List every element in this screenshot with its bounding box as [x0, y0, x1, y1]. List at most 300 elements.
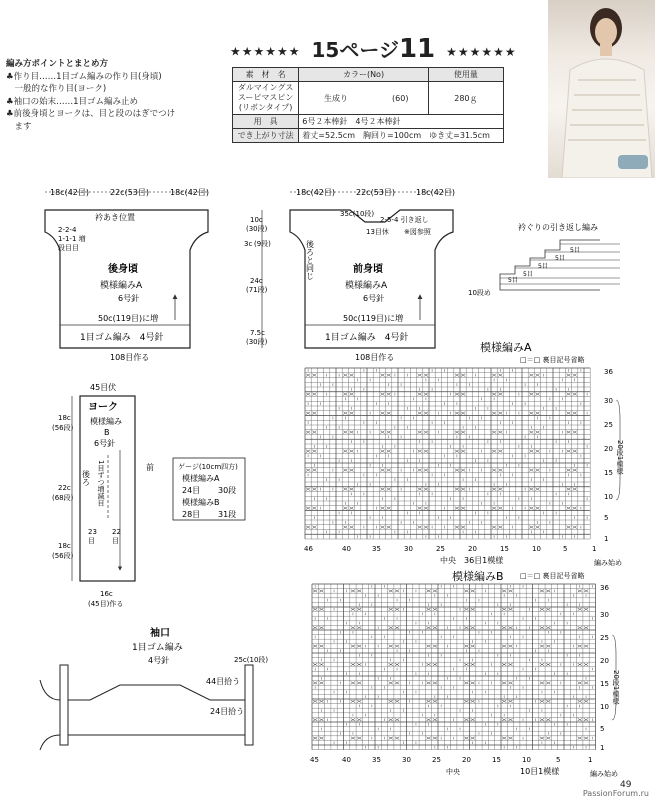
- stitch-symbol: [573, 469, 577, 472]
- stitch-symbol: [312, 412, 316, 415]
- stitch-symbol: [387, 469, 391, 472]
- stitch-symbol: [492, 507, 496, 510]
- stitch-symbol: [351, 590, 355, 593]
- stitch-symbol: [464, 700, 468, 703]
- stitch-symbol: [498, 393, 502, 396]
- stitch-symbol: [573, 526, 577, 529]
- stitch-symbol: [578, 608, 582, 611]
- tick-label: 25: [604, 421, 613, 429]
- stitch-symbol: [455, 374, 459, 377]
- stitch-symbol: [566, 374, 570, 377]
- pattern-label: B: [104, 428, 110, 437]
- stitch-symbol: [566, 450, 570, 453]
- stitch-symbol: [461, 393, 465, 396]
- piece-name: ヨーク: [88, 402, 118, 413]
- stitch-symbol: [306, 450, 310, 453]
- sleeve-cuff: [40, 626, 268, 750]
- stitch-symbol: [395, 663, 399, 666]
- stitch-symbol: [313, 590, 317, 593]
- stitch-symbol: [471, 700, 475, 703]
- stitch-symbol: [351, 718, 355, 721]
- needle-label: 4号針: [148, 656, 170, 665]
- stitch-symbol: [424, 526, 428, 529]
- neck-label: 2-5-4 引き返し: [380, 216, 429, 224]
- stitch-symbol: [471, 682, 475, 685]
- stitch-symbol: [535, 412, 539, 415]
- dim-label: 25c(10段): [234, 656, 269, 664]
- tick-label: 46: [304, 545, 313, 553]
- stitch-symbol: [395, 700, 399, 703]
- stitch-symbol: [535, 526, 539, 529]
- stitch-symbol: [433, 718, 437, 721]
- stitch-symbol: [535, 393, 539, 396]
- dim-label: 22c(53目): [356, 188, 395, 197]
- page-number: 49: [620, 780, 632, 790]
- tick-label: 30: [404, 545, 413, 553]
- stitch-symbol: [387, 526, 391, 529]
- stitch-symbol: [578, 682, 582, 685]
- stitch-symbol: [578, 718, 582, 721]
- stitch-symbol: [540, 590, 544, 593]
- stitch-symbol: [502, 590, 506, 593]
- chart-legend: □＝□ 裏目記号省略: [520, 572, 585, 580]
- stitch-symbol: [389, 590, 393, 593]
- yoke-top-label: 45目伏: [90, 383, 117, 392]
- decrease-label: 1-1-1 増: [58, 235, 86, 243]
- chart-title: 模様編みA: [480, 341, 532, 354]
- stitch-symbol: [502, 626, 506, 629]
- stitch-symbol: [349, 526, 353, 529]
- stitch-symbol: [319, 608, 323, 611]
- stitch-symbol: [395, 608, 399, 611]
- stitch-symbol: [380, 431, 384, 434]
- stitch-symbol: [498, 374, 502, 377]
- stitch-symbol: [502, 700, 506, 703]
- tick-label: 5: [604, 514, 609, 522]
- tick-label: 1: [604, 535, 609, 543]
- increase-label: 50c(119目)に増: [343, 314, 404, 323]
- stitch-symbol: [395, 682, 399, 685]
- stitch-symbol: [312, 374, 316, 377]
- stitch-symbol: [464, 737, 468, 740]
- stitch-symbol: [540, 718, 544, 721]
- dim-label: 22c(53目): [110, 188, 149, 197]
- stitch-symbol: [380, 526, 384, 529]
- tools-label: 用 具: [233, 115, 299, 129]
- stitch-symbol: [349, 374, 353, 377]
- stitch-label: 目: [112, 537, 119, 545]
- stitch-symbol: [418, 393, 422, 396]
- stitch-symbol: [418, 507, 422, 510]
- stitch-symbol: [546, 700, 550, 703]
- neck-diagram-title: 衿ぐりの引き返し編み: [518, 223, 598, 232]
- stitch-symbol: [312, 507, 316, 510]
- stitch-symbol: [319, 663, 323, 666]
- tick-label: 36: [600, 584, 609, 592]
- stitch-symbol: [573, 450, 577, 453]
- pattern-label: 模様編みA: [100, 281, 143, 291]
- tick-label: 10: [532, 545, 541, 553]
- stitch-symbol: [312, 431, 316, 434]
- tick-label: 36: [604, 368, 613, 376]
- decrease-label: 段目目: [58, 244, 79, 252]
- tick-label: 10: [600, 703, 609, 711]
- stitch-symbol: [389, 718, 393, 721]
- stitch-symbol: [395, 590, 399, 593]
- stitch-symbol: [426, 645, 430, 648]
- tick-label: 45: [310, 756, 319, 764]
- stitch-symbol: [540, 682, 544, 685]
- stitch-symbol: [343, 412, 347, 415]
- stitch-symbol: [529, 450, 533, 453]
- stitch-symbol: [395, 626, 399, 629]
- stitch-symbol: [573, 507, 577, 510]
- star-decoration: ★★★★★★: [230, 44, 301, 59]
- stitch-symbol: [389, 608, 393, 611]
- stitch-symbol: [584, 645, 588, 648]
- material-line: スーピマスピン: [237, 93, 294, 102]
- cast-on-label: 108目作る: [355, 353, 395, 362]
- stitch-label: 22: [112, 528, 121, 536]
- stitch-symbol: [584, 608, 588, 611]
- rib-label: 1目ゴム編み 4号針: [80, 333, 164, 343]
- material-amount: 280ｇ: [428, 82, 503, 115]
- stitch-symbol: [380, 374, 384, 377]
- piece-name: 前身頃: [353, 264, 383, 275]
- stitch-symbol: [578, 737, 582, 740]
- stitch-symbol: [357, 682, 361, 685]
- stitch-symbol: [313, 682, 317, 685]
- stitch-symbol: [306, 469, 310, 472]
- stitch-symbol: [566, 412, 570, 415]
- dim-label: 3c: [244, 240, 253, 248]
- stitch-symbol: [424, 450, 428, 453]
- tick-label: 25: [436, 545, 445, 553]
- gauge-row: 模様編みA: [182, 474, 220, 483]
- stitch-symbol: [349, 412, 353, 415]
- stitch-symbol: [461, 488, 465, 491]
- dim-label: (45目)作る: [88, 600, 124, 608]
- stitch-symbol: [389, 645, 393, 648]
- dim-label: (56段): [52, 552, 74, 560]
- stitch-symbol: [387, 450, 391, 453]
- stitch-symbol: [349, 431, 353, 434]
- stitch-symbol: [584, 718, 588, 721]
- stitch-symbol: [357, 590, 361, 593]
- stitch-symbol: [461, 450, 465, 453]
- needle-label: 6号針: [94, 439, 116, 448]
- stitch-symbol: [464, 645, 468, 648]
- gauge-row: 30段: [218, 486, 237, 495]
- stitch-symbol: [433, 590, 437, 593]
- stitch-symbol: [461, 412, 465, 415]
- stitch-symbol: [492, 431, 496, 434]
- repeat-label: 20段1模様: [612, 670, 620, 705]
- stitch-symbol: [546, 626, 550, 629]
- stitch-symbol: [464, 626, 468, 629]
- stitch-symbol: [529, 374, 533, 377]
- neck-position-label: 衿あき位置: [95, 213, 135, 222]
- stitch-symbol: [508, 737, 512, 740]
- stitch-symbol: [426, 682, 430, 685]
- front-body-piece: [290, 188, 455, 362]
- stitch-symbol: [380, 450, 384, 453]
- pick-up-label: 44目拾う: [206, 677, 241, 686]
- stitch-symbol: [529, 507, 533, 510]
- stitch-symbol: [349, 469, 353, 472]
- stitch-symbol: [573, 431, 577, 434]
- stitch-symbol: [529, 412, 533, 415]
- stitch-symbol: [578, 626, 582, 629]
- stitch-symbol: [566, 526, 570, 529]
- chart-title: 模様編みB: [452, 570, 504, 583]
- front-label: 前: [146, 463, 154, 472]
- stitch-symbol: [508, 718, 512, 721]
- stitch-symbol: [343, 393, 347, 396]
- stitch-symbol: [578, 663, 582, 666]
- stitch-symbol: [351, 663, 355, 666]
- stitch-symbol: [566, 469, 570, 472]
- stitch-symbol: [455, 469, 459, 472]
- stitch-symbol: [508, 700, 512, 703]
- dim-label: 18c(42目): [50, 188, 89, 197]
- stitch-symbol: [492, 526, 496, 529]
- stitch-symbol: [455, 412, 459, 415]
- stitch-symbol: [424, 412, 428, 415]
- stitch-symbol: [566, 488, 570, 491]
- stitch-symbol: [418, 450, 422, 453]
- stitch-symbol: [351, 626, 355, 629]
- stitch-symbol: [306, 488, 310, 491]
- stitch-symbol: [566, 393, 570, 396]
- stitch-symbol: [424, 431, 428, 434]
- stitch-symbol: [351, 682, 355, 685]
- dim-label: 18c(42目): [416, 188, 455, 197]
- short-row-label: 5目: [555, 255, 565, 262]
- neck-label: 35c(10段): [340, 210, 375, 218]
- stitch-symbol: [529, 393, 533, 396]
- stitch-symbol: [546, 645, 550, 648]
- piece-name: 後身頃: [108, 264, 138, 275]
- stitch-symbol: [351, 645, 355, 648]
- stitch-symbol: [343, 488, 347, 491]
- stitch-symbol: [471, 737, 475, 740]
- material-line: (リボンタイプ): [238, 103, 293, 112]
- stitch-symbol: [380, 488, 384, 491]
- stitch-symbol: [464, 663, 468, 666]
- back-label: 後ろ: [81, 470, 91, 486]
- stitch-symbol: [433, 700, 437, 703]
- side-label: 後ろと同じ: [305, 240, 315, 280]
- chart-b: [310, 569, 620, 778]
- stitch-symbol: [387, 412, 391, 415]
- stitch-symbol: [387, 431, 391, 434]
- dim-label: (71段): [246, 286, 268, 294]
- stitch-symbol: [424, 374, 428, 377]
- stitch-symbol: [387, 374, 391, 377]
- header-material: 素 材 名: [233, 68, 299, 82]
- gauge-box: [173, 458, 245, 520]
- stitch-symbol: [357, 737, 361, 740]
- material-no: (60): [373, 82, 429, 115]
- stitch-symbol: [508, 608, 512, 611]
- repeat-label: 20段1模様: [616, 440, 624, 475]
- stitch-symbol: [529, 488, 533, 491]
- stitch-symbol: [380, 507, 384, 510]
- stitch-symbol: [313, 718, 317, 721]
- stitch-symbol: [464, 718, 468, 721]
- stitch-symbol: [424, 488, 428, 491]
- stitch-symbol: [566, 431, 570, 434]
- stitch-symbol: [433, 626, 437, 629]
- short-row-label: 10段め: [468, 289, 491, 297]
- note-line: 一般的な作り目(ヨーク): [6, 84, 107, 94]
- stitch-symbol: [306, 526, 310, 529]
- needle-label: 6号針: [118, 294, 140, 303]
- stitch-symbol: [508, 645, 512, 648]
- stitch-symbol: [535, 450, 539, 453]
- stitch-symbol: [455, 393, 459, 396]
- side-dimensions: [244, 210, 271, 348]
- dim-label: 18c: [58, 414, 71, 422]
- stitch-symbol: [535, 488, 539, 491]
- stitch-symbol: [455, 431, 459, 434]
- stitch-symbol: [498, 431, 502, 434]
- stitch-symbol: [395, 645, 399, 648]
- stitch-symbol: [313, 700, 317, 703]
- stitch-symbol: [343, 374, 347, 377]
- stitch-symbol: [455, 507, 459, 510]
- watermark: PassionForum.ru: [582, 789, 649, 798]
- star-decoration: ★★★★★★: [446, 44, 517, 59]
- stitch-symbol: [426, 663, 430, 666]
- stitch-symbol: [502, 718, 506, 721]
- stitch-symbol: [357, 645, 361, 648]
- stitch-symbol: [492, 393, 496, 396]
- short-row-label: 5目: [570, 247, 580, 254]
- tick-label: 1: [600, 744, 605, 752]
- short-row-label: 5目: [538, 263, 548, 270]
- stitch-symbol: [471, 645, 475, 648]
- stitch-symbol: [461, 507, 465, 510]
- stitch-symbol: [349, 507, 353, 510]
- stitch-symbol: [461, 469, 465, 472]
- stitch-symbol: [461, 374, 465, 377]
- dim-label: (68段): [52, 494, 74, 502]
- stitch-symbol: [349, 393, 353, 396]
- stitch-symbol: [508, 626, 512, 629]
- yoke-piece: [52, 382, 154, 608]
- stitch-symbol: [584, 663, 588, 666]
- gauge-title: ゲージ(10cm四方): [178, 463, 238, 471]
- stitch-symbol: [343, 431, 347, 434]
- stitch-symbol: [380, 469, 384, 472]
- stitch-symbol: [343, 469, 347, 472]
- stitch-symbol: [389, 663, 393, 666]
- stitch-symbol: [540, 663, 544, 666]
- size-value: 着丈=52.5cm 胸回り=100cm ゆき丈=31.5cm: [299, 129, 504, 143]
- title-number: 11: [398, 34, 436, 64]
- tick-label: 30: [600, 611, 609, 619]
- stitch-symbol: [573, 374, 577, 377]
- stitch-symbol: [389, 682, 393, 685]
- short-row-label: 5目: [508, 277, 518, 284]
- stitch-symbol: [319, 682, 323, 685]
- dim-label: 18c(42目): [170, 188, 209, 197]
- stitch-symbol: [424, 469, 428, 472]
- stitch-symbol: [471, 663, 475, 666]
- stitch-symbol: [573, 488, 577, 491]
- pattern-label: 模様編み: [90, 417, 122, 426]
- stitch-symbol: [540, 737, 544, 740]
- stitch-symbol: [349, 450, 353, 453]
- dim-label: 16c: [100, 590, 113, 598]
- stitch-symbol: [418, 374, 422, 377]
- stitch-symbol: [461, 526, 465, 529]
- rib-label: 1目ゴム編み: [132, 643, 183, 653]
- stitch-symbol: [540, 626, 544, 629]
- gauge-row: 24目: [182, 486, 201, 495]
- stitch-symbol: [578, 590, 582, 593]
- stitch-symbol: [566, 507, 570, 510]
- dim-label: (9段): [254, 240, 271, 248]
- stitch-symbol: [464, 590, 468, 593]
- needle-label: 6号針: [363, 294, 385, 303]
- stitch-symbol: [461, 431, 465, 434]
- short-row-diagram: [468, 222, 620, 297]
- tick-label: 20: [600, 657, 609, 665]
- material-color: 生成り: [299, 82, 373, 115]
- stitch-symbol: [426, 737, 430, 740]
- stitch-symbol: [471, 626, 475, 629]
- stitch-symbol: [351, 608, 355, 611]
- stitch-symbol: [389, 700, 393, 703]
- pick-up-label: 24目拾う: [210, 707, 245, 716]
- stitch-symbol: [433, 737, 437, 740]
- tick-label: 30: [604, 397, 613, 405]
- tick-label: 10: [522, 756, 531, 764]
- note-line: ♣前後身頃とヨークは、目と段のはぎでつけ: [6, 109, 176, 119]
- stitch-symbol: [529, 526, 533, 529]
- grid-a: [305, 368, 590, 539]
- stitch-symbol: [535, 507, 539, 510]
- dim-label: (30段): [246, 225, 268, 233]
- tick-label: 15: [492, 756, 501, 764]
- stitch-symbol: [357, 700, 361, 703]
- dim-label: 18c: [58, 542, 71, 550]
- stitch-symbol: [313, 626, 317, 629]
- tick-label: 5: [556, 756, 561, 764]
- gauge-row: 模様編みB: [182, 498, 220, 507]
- neck-label: ※図参照: [404, 228, 431, 236]
- stitch-symbol: [306, 412, 310, 415]
- stitch-symbol: [426, 608, 430, 611]
- dim-label: 24c: [250, 277, 263, 285]
- stitch-symbol: [584, 626, 588, 629]
- tools-value: 6号２本棒針 4号２本棒針: [299, 115, 504, 129]
- stitch-symbol: [313, 663, 317, 666]
- stitch-symbol: [455, 526, 459, 529]
- stitch-symbol: [573, 412, 577, 415]
- tick-label: 1: [592, 545, 597, 553]
- dim-label: 7.5c: [250, 329, 265, 337]
- stitch-symbol: [319, 700, 323, 703]
- stitch-symbol: [306, 393, 310, 396]
- stitch-symbol: [502, 645, 506, 648]
- dim-label: 18c(42目): [296, 188, 335, 197]
- increase-label: 50c(119目)に増: [98, 314, 159, 323]
- stitch-symbol: [502, 608, 506, 611]
